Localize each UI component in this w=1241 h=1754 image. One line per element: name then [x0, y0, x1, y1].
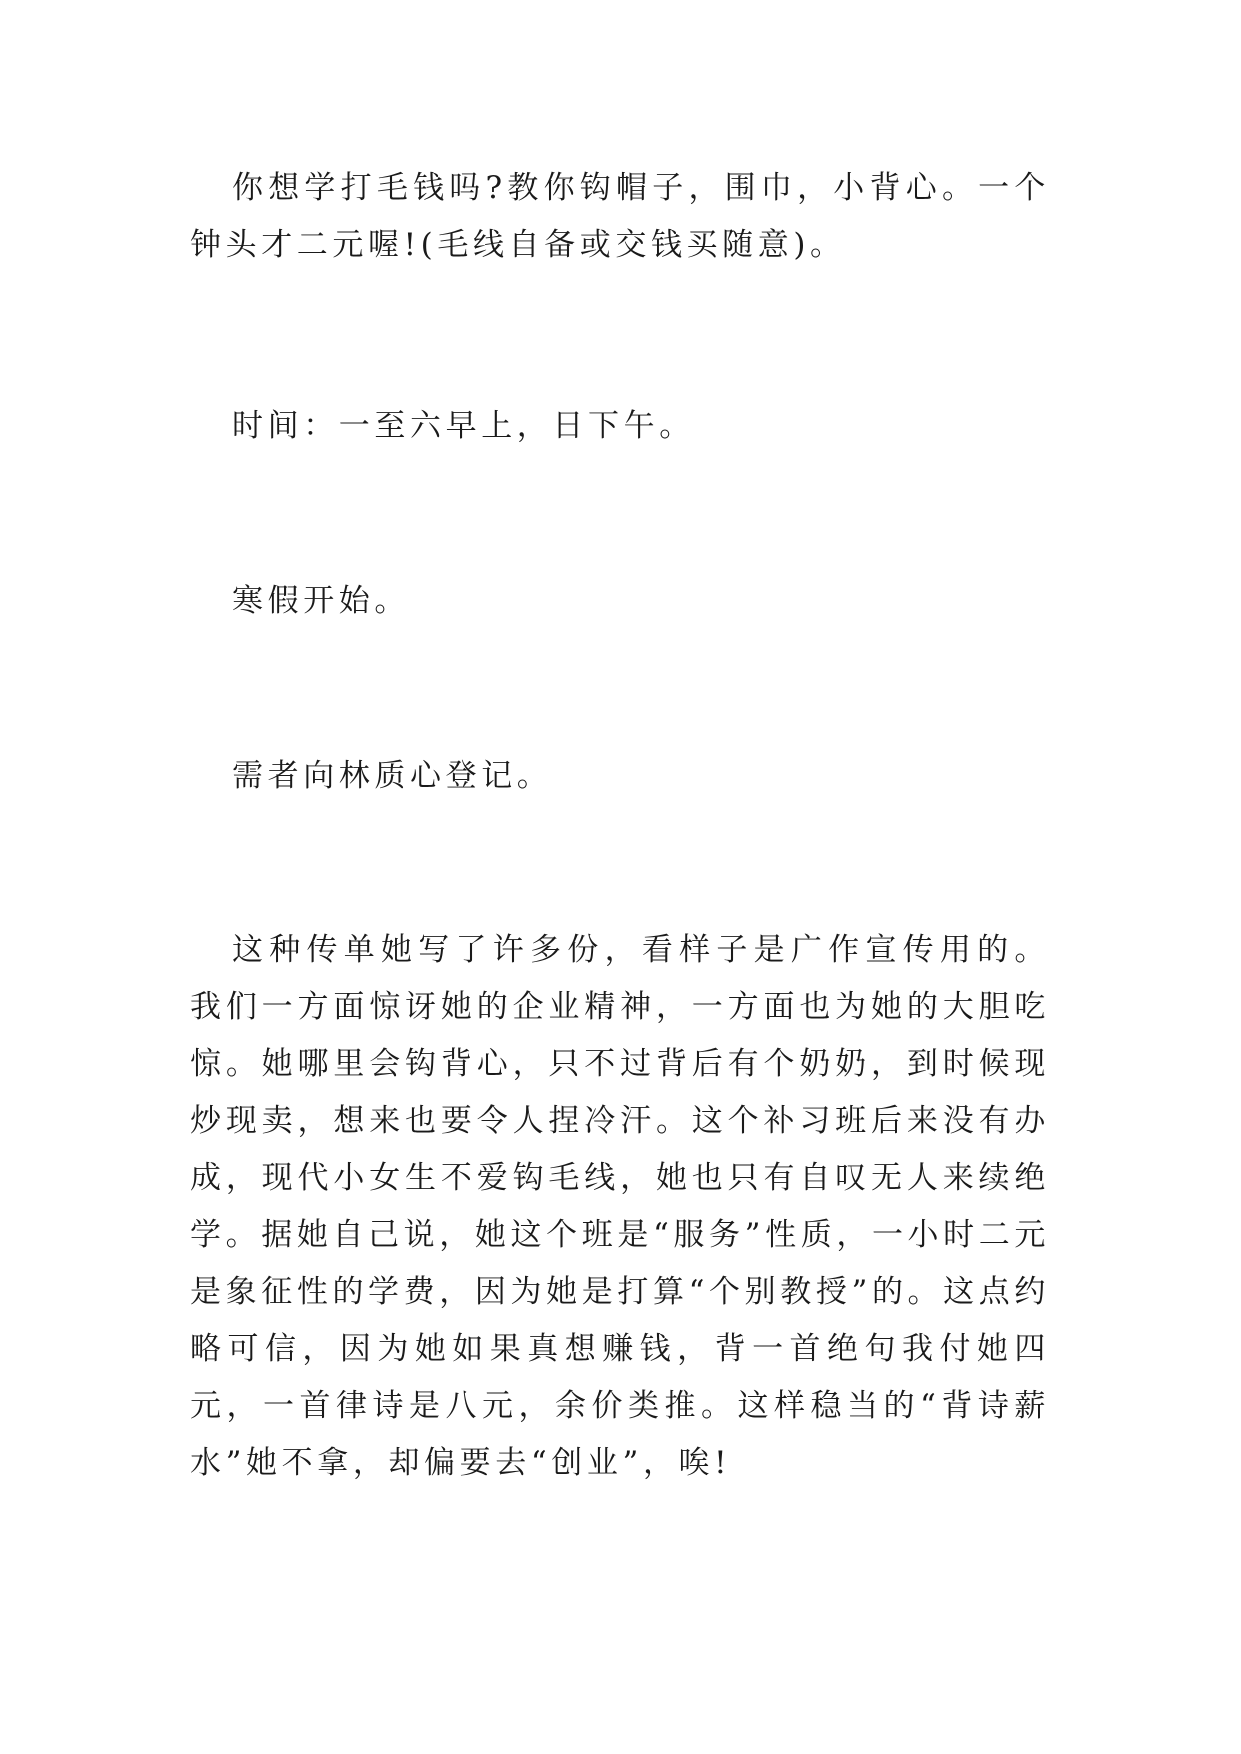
schedule-paragraph: 时间：一至六早上，日下午。: [232, 408, 695, 444]
start-paragraph: 寒假开始。: [232, 583, 410, 619]
registration-paragraph: 需者向林质心登记。: [232, 758, 553, 794]
ad-paragraph: 你想学打毛钱吗?教你钩帽子，围巾，小背心。一个钟头才二元喔!(毛线自备或交钱买随意)。: [190, 170, 1050, 263]
narrative-paragraph: 这种传单她写了许多份，看样子是广作宣传用的。我们一方面惊讶她的企业精神，一方面也为她的大胆吃惊。她哪里会钩背心，只不过背后有个奶奶，到时候现炒现卖，想来也要令人捏冷汗。这个补习班后来没有办成，现代小女生不爱钩毛线，她也只有自叹无人来续绝学。据她自己说，她这个班是“服务”性质，一小时二元是象征性的学费，因为她是打算“个别教授”的。这点约略可信，因为她如果真想赚钱，背一首绝句我付她四元，一首律诗是八元，余价类推。这样稳当的“背诗薪水”她不拿，却偏要去“创业”，唉!: [190, 932, 1050, 1481]
